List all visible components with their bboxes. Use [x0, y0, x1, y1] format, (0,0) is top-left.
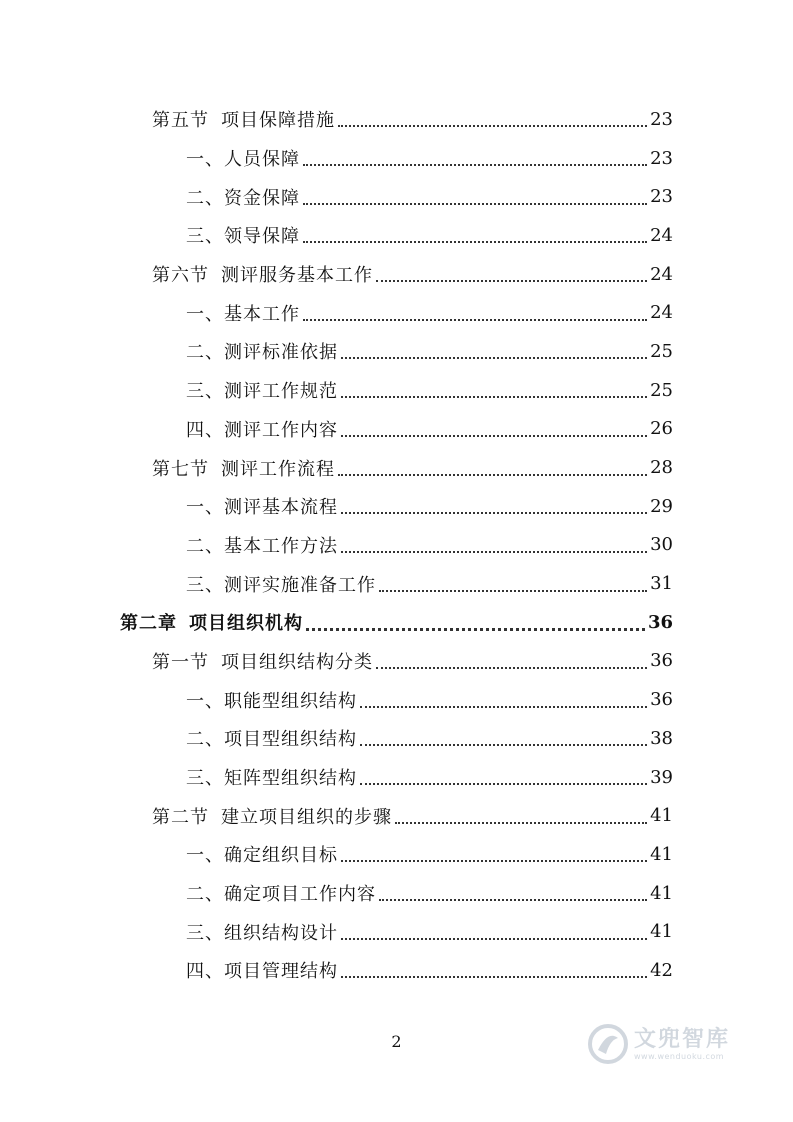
toc-entry-page: 23: [650, 147, 673, 169]
toc-entry-page: 24: [650, 263, 673, 285]
watermark-text: [634, 1028, 730, 1061]
toc-dot-leader: [341, 938, 647, 940]
toc-entry[interactable]: [0, 680, 793, 719]
toc-entry-page: 38: [650, 727, 673, 749]
toc-dot-leader: [395, 822, 647, 824]
toc-entry-title: [186, 184, 300, 210]
toc-entry-text: 项目保障措施: [221, 110, 335, 132]
toc-entry-page: 39: [650, 766, 673, 788]
toc-entry-label: 三、: [186, 226, 224, 248]
toc-entry[interactable]: [0, 139, 793, 178]
toc-entry-label: 三、: [186, 574, 224, 596]
toc-entry-page: 36: [650, 689, 673, 711]
toc-entry[interactable]: [0, 100, 793, 139]
toc-dot-leader: [341, 357, 647, 359]
toc-dot-leader: [303, 164, 647, 166]
toc-entry-label: 一、: [186, 690, 224, 712]
toc-entry-label: 二、: [186, 535, 224, 557]
toc-entry-text: 测评服务基本工作: [221, 265, 373, 287]
toc-entry-label: 四、: [186, 961, 224, 983]
toc-entry-text: 领导保障: [224, 226, 300, 248]
toc-entry-page: 23: [650, 108, 673, 130]
toc-dot-leader: [338, 474, 647, 476]
toc-entry-label: 三、: [186, 768, 224, 790]
toc-dot-leader: [360, 783, 647, 785]
toc-entry-text: 测评标准依据: [224, 342, 338, 364]
toc-dot-leader: [360, 706, 647, 708]
toc-entry-page: 29: [650, 495, 673, 517]
toc-entry[interactable]: [0, 448, 793, 487]
toc-entry-title: [120, 609, 303, 635]
toc-entry-title: [152, 261, 373, 287]
toc-entry-label: 一、: [186, 497, 224, 519]
toc-entry-label: 二、: [186, 187, 224, 209]
toc-entry[interactable]: [0, 293, 793, 332]
toc-entry-page: 41: [650, 882, 673, 904]
table-of-contents: [0, 100, 793, 990]
toc-entry-text: 测评实施准备工作: [224, 574, 376, 596]
toc-entry-title: [186, 377, 338, 403]
toc-entry-label: 第六节: [152, 265, 209, 287]
watermark-logo-icon: [588, 1024, 628, 1064]
toc-entry-text: 确定项目工作内容: [224, 884, 376, 906]
watermark: [588, 1020, 778, 1068]
toc-entry-page: 31: [650, 573, 673, 595]
toc-entry-page: 23: [650, 186, 673, 208]
toc-dot-leader: [341, 396, 647, 398]
toc-entry-text: 测评工作流程: [221, 458, 335, 480]
toc-entry[interactable]: [0, 758, 793, 797]
toc-dot-leader: [338, 125, 647, 127]
toc-entry-text: 基本工作方法: [224, 535, 338, 557]
toc-entry[interactable]: [0, 371, 793, 410]
toc-entry-page: 25: [650, 340, 673, 362]
toc-entry[interactable]: [0, 526, 793, 565]
toc-entry-label: 二、: [186, 342, 224, 364]
toc-dot-leader: [341, 512, 647, 514]
toc-entry[interactable]: [0, 487, 793, 526]
toc-entry-text: 基本工作: [224, 303, 300, 325]
toc-entry-page: 41: [650, 843, 673, 865]
toc-entry-label: 第七节: [152, 458, 209, 480]
toc-entry-text: 项目组织机构: [189, 613, 303, 635]
toc-entry[interactable]: [0, 835, 793, 874]
toc-entry-text: 职能型组织结构: [224, 690, 357, 712]
watermark-name: 文兜智库: [634, 1026, 731, 1052]
toc-entry[interactable]: [0, 796, 793, 835]
toc-entry-page: 41: [650, 805, 673, 827]
toc-dot-leader: [360, 744, 647, 746]
toc-entry-label: 一、: [186, 149, 224, 171]
toc-entry-text: 建立项目组织的步骤: [221, 806, 392, 828]
toc-entry-title: [186, 532, 338, 558]
toc-entry-page: 24: [650, 224, 673, 246]
toc-entry-title: [186, 222, 300, 248]
toc-entry-label: 四、: [186, 419, 224, 441]
toc-dot-leader: [341, 860, 647, 862]
toc-entry-text: 测评基本流程: [224, 497, 338, 519]
toc-entry[interactable]: [0, 719, 793, 758]
toc-entry-label: 二、: [186, 884, 224, 906]
toc-entry-label: 一、: [186, 845, 224, 867]
toc-entry-title: [186, 687, 357, 713]
toc-entry-title: [186, 300, 300, 326]
toc-dot-leader: [303, 241, 647, 243]
toc-dot-leader: [303, 203, 647, 205]
toc-entry-page: 24: [650, 302, 673, 324]
toc-entry[interactable]: [0, 410, 793, 449]
toc-entry-page: 36: [647, 611, 673, 633]
toc-entry[interactable]: [0, 912, 793, 951]
toc-entry[interactable]: [0, 216, 793, 255]
toc-entry-title: [152, 648, 373, 674]
toc-dot-leader: [379, 590, 647, 592]
page-number: 2: [391, 1032, 402, 1051]
toc-entry-page: 28: [650, 457, 673, 479]
toc-entry-text: 组织结构设计: [224, 922, 338, 944]
toc-entry-text: 项目组织结构分类: [221, 651, 373, 673]
toc-entry-text: 人员保障: [224, 149, 300, 171]
toc-entry[interactable]: [0, 874, 793, 913]
toc-entry-title: [186, 841, 338, 867]
watermark-url: www.wenduoku.com: [634, 1051, 725, 1061]
toc-entry-title: [186, 145, 300, 171]
toc-entry-text: 资金保障: [224, 187, 300, 209]
toc-entry[interactable]: [0, 951, 793, 990]
toc-entry-title: [152, 803, 392, 829]
toc-entry[interactable]: [0, 642, 793, 681]
toc-entry-text: 测评工作规范: [224, 381, 338, 403]
toc-entry-title: [186, 919, 338, 945]
toc-entry-label: 第二章: [120, 613, 177, 635]
toc-dot-leader: [379, 899, 647, 901]
toc-entry-label: 三、: [186, 381, 224, 403]
toc-entry-label: 三、: [186, 922, 224, 944]
toc-entry-text: 项目管理结构: [224, 961, 338, 983]
toc-entry-title: [186, 571, 376, 597]
toc-entry-title: [186, 880, 376, 906]
toc-entry-title: [186, 764, 357, 790]
toc-entry-title: [152, 455, 335, 481]
toc-dot-leader: [376, 280, 647, 282]
toc-entry[interactable]: [0, 564, 793, 603]
toc-entry-text: 矩阵型组织结构: [224, 768, 357, 790]
toc-entry-page: 42: [650, 959, 673, 981]
toc-entry-label: 第一节: [152, 651, 209, 673]
toc-entry[interactable]: [0, 177, 793, 216]
toc-entry-page: 41: [650, 921, 673, 943]
toc-entry-page: 30: [650, 534, 673, 556]
toc-entry-page: 25: [650, 379, 673, 401]
toc-entry-label: 一、: [186, 303, 224, 325]
toc-dot-leader: [306, 628, 645, 631]
toc-entry-title: [186, 416, 338, 442]
toc-entry-label: 二、: [186, 729, 224, 751]
toc-entry-title: [186, 493, 338, 519]
toc-entry-page: 36: [650, 650, 673, 672]
toc-dot-leader: [341, 976, 647, 978]
toc-entry-title: [186, 338, 338, 364]
toc-entry-label: 第二节: [152, 806, 209, 828]
toc-entry-text: 测评工作内容: [224, 419, 338, 441]
toc-dot-leader: [341, 435, 647, 437]
toc-entry-page: 26: [650, 418, 673, 440]
toc-entry-text: 项目型组织结构: [224, 729, 357, 751]
toc-dot-leader: [303, 319, 647, 321]
toc-entry[interactable]: [0, 603, 793, 642]
toc-entry[interactable]: [0, 332, 793, 371]
toc-entry-title: [186, 957, 338, 983]
toc-entry-title: [152, 106, 335, 132]
toc-entry-label: 第五节: [152, 110, 209, 132]
toc-dot-leader: [376, 667, 647, 669]
toc-entry-text: 确定组织目标: [224, 845, 338, 867]
toc-entry[interactable]: [0, 255, 793, 294]
toc-dot-leader: [341, 551, 647, 553]
toc-entry-title: [186, 725, 357, 751]
